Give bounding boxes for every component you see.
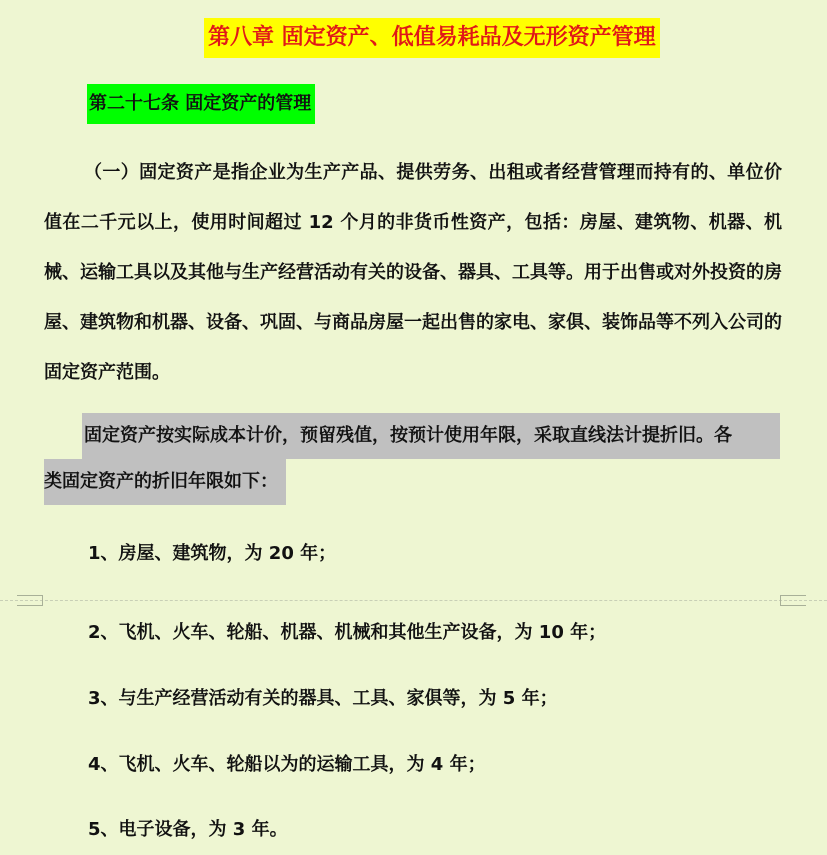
paragraph-depreciation-method xyxy=(44,413,782,509)
list-item: 3、与生产经营活动有关的器具、工具、家俱等，为 5 年； xyxy=(88,688,558,709)
list-item: 2、飞机、火车、轮船、机器、机械和其他生产设备，为 10 年； xyxy=(88,622,607,643)
margin-corner-mark-right xyxy=(780,595,806,606)
paragraph-fixed-asset-definition: （一）固定资产是指企业为生产产品、提供劳务、出租或者经营管理而持有的、单位价值在二千元以上，使用时间超过 12 个月的非货币性资产，包括：房屋、建筑物、机器、机械、运输工具以及其他与生产经营活动有关的设备、器具、工具等。用于出售或对外投资的房屋、建筑物和机器、设备、巩固、与商品房屋一起出售的家电、家俱、装饰品等不列入公司的固定资产范围。 xyxy=(44,162,782,383)
page-break-divider xyxy=(0,600,827,601)
list-item: 1、房屋、建筑物，为 20 年； xyxy=(88,543,337,564)
highlighted-line-1: 固定资产按实际成本计价，预留残值，按预计使用年限，采取直线法计提折旧。各 xyxy=(82,413,780,459)
article-title: 第二十七条 固定资产的管理 xyxy=(87,84,315,124)
list-item: 4、飞机、火车、轮船以为的运输工具，为 4 年； xyxy=(88,754,486,775)
highlighted-line-2: 类固定资产的折旧年限如下： xyxy=(44,459,286,505)
list-item: 5、电子设备，为 3 年。 xyxy=(88,819,288,840)
margin-corner-mark-left xyxy=(17,595,43,606)
chapter-title: 第八章 固定资产、低值易耗品及无形资产管理 xyxy=(204,18,660,58)
